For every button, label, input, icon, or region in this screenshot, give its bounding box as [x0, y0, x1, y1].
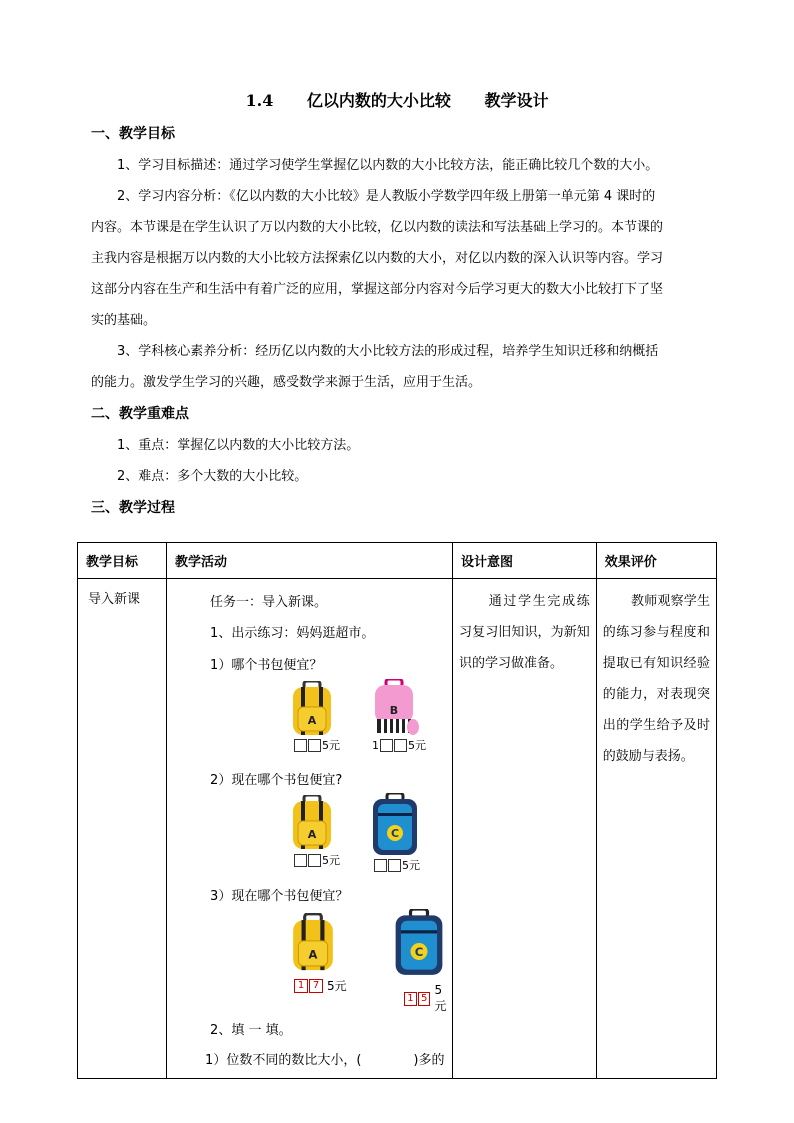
table-row	[78, 579, 717, 1079]
price-suffix: 5元	[322, 854, 341, 867]
lesson-number: 1.4	[245, 91, 274, 110]
question-two: 2）现在哪个书包便宜?	[210, 773, 343, 788]
section-heading-objectives: 一、教学目标	[91, 126, 175, 142]
objective-p2-line2: 内容。本节课是在学生认识了万以内数的大小比较，亿以内数的读法和写法基础上学习的。本节课的	[91, 220, 664, 235]
intent-cell	[453, 579, 597, 1079]
bag-c-letter: C	[391, 827, 400, 840]
section-heading-process: 三、教学过程	[91, 500, 175, 516]
bag-b-letter: B	[389, 704, 399, 717]
price-a-digit-2: 7	[309, 979, 323, 993]
header-activity: 教学活动	[167, 543, 453, 579]
header-intent: 设计意图	[453, 543, 597, 579]
bag-c-letter: C	[414, 944, 424, 959]
exercise-two: 2、填 一 填。	[210, 1023, 292, 1038]
price-a-3	[294, 977, 347, 994]
design-intent: 通过学生完成练习复习旧知识，为新知识的学习做准备。	[459, 594, 590, 671]
backpack-c-image	[369, 793, 421, 857]
keypoint-difficulty: 2、难点：多个大数的大小比较。	[117, 469, 308, 484]
exercise-one: 1、出示练习：妈妈逛超市。	[210, 626, 375, 641]
price-suffix: 5元	[402, 859, 421, 872]
header-evaluation: 效果评价	[596, 543, 716, 579]
price-a-2	[294, 852, 340, 868]
price-c-3	[404, 983, 452, 1014]
objective-p2-line5: 实的基础。	[91, 313, 157, 328]
lesson-name: 亿以内数的大小比较	[306, 91, 451, 110]
bag-a-letter: A	[307, 714, 317, 727]
backpack-b-image	[371, 679, 419, 737]
backpack-a-image	[289, 795, 335, 851]
row-goal: 导入新课	[78, 579, 167, 1079]
fill-blank-one: 1）位数不同的数比大小，( )多的	[205, 1053, 445, 1068]
price-suffix: 5元	[322, 739, 341, 752]
objective-p3-line2: 的能力。激发学生学习的兴趣，感受数学来源于生活，应用于生活。	[91, 375, 482, 390]
activity-cell	[167, 579, 453, 1079]
price-suffix: 5元	[327, 979, 347, 993]
document-title	[0, 88, 794, 111]
price-suffix: 5元	[408, 739, 427, 752]
price-b	[372, 737, 426, 753]
price-c-digit-2: 5	[418, 992, 431, 1006]
header-goal: 教学目标	[78, 543, 167, 579]
task-one: 任务一：导入新课。	[210, 595, 328, 610]
price-c-digit-1: 1	[404, 992, 417, 1006]
objective-p2-line3: 主我内容是根据万以内数的大小比较方法探索亿以内数的大小，对亿以内数的深入认识等内容。学习	[91, 251, 664, 266]
price-a-1	[294, 737, 340, 753]
table-header-row	[78, 543, 717, 579]
question-one: 1）哪个书包便宜？	[210, 658, 323, 673]
document-type: 教学设计	[484, 91, 549, 110]
backpack-a-image	[289, 681, 335, 737]
price-b-prefix: 1	[372, 738, 380, 752]
bag-a-letter: A	[308, 947, 318, 962]
keypoint-focus: 1、重点：掌握亿以内数的大小比较方法。	[117, 438, 360, 453]
evaluation-cell	[596, 579, 716, 1079]
objective-p2-line1: 2、学习内容分析：《亿以内数的大小比较》是人教版小学数学四年级上册第一单元第 4 课时的	[117, 189, 656, 204]
question-three: 3）现在哪个书包便宜？	[210, 889, 349, 904]
objective-p3-line1: 3、学科核心素养分析：经历亿以内数的大小比较方法的形成过程，培养学生知识迁移和纳概括	[117, 344, 659, 359]
price-a-digit-1: 1	[294, 979, 308, 993]
objectives-text	[91, 150, 703, 398]
effect-evaluation: 教师观察学生的练习参与程度和提取已有知识经验的能力，对表现突出的学生给予及时的鼓励与表扬。	[602, 594, 710, 764]
section-heading-keypoints: 二、教学重难点	[91, 406, 189, 422]
price-suffix: 5元	[434, 983, 447, 1013]
keypoints-text	[91, 430, 703, 492]
objective-p2-line4: 这部分内容在生产和生活中有着广泛的应用，掌握这部分内容对今后学习更大的数大小比较打下了坚	[91, 282, 664, 297]
backpack-c-image	[391, 909, 447, 977]
teaching-process-table	[77, 542, 717, 1079]
price-c-2	[374, 857, 420, 873]
objective-p1: 1、学习目标描述：通过学习使学生掌握亿以内数的大小比较方法，能正确比较几个数的大小。	[117, 158, 659, 173]
backpack-a-image	[289, 913, 337, 973]
bag-a-letter: A	[307, 828, 317, 841]
